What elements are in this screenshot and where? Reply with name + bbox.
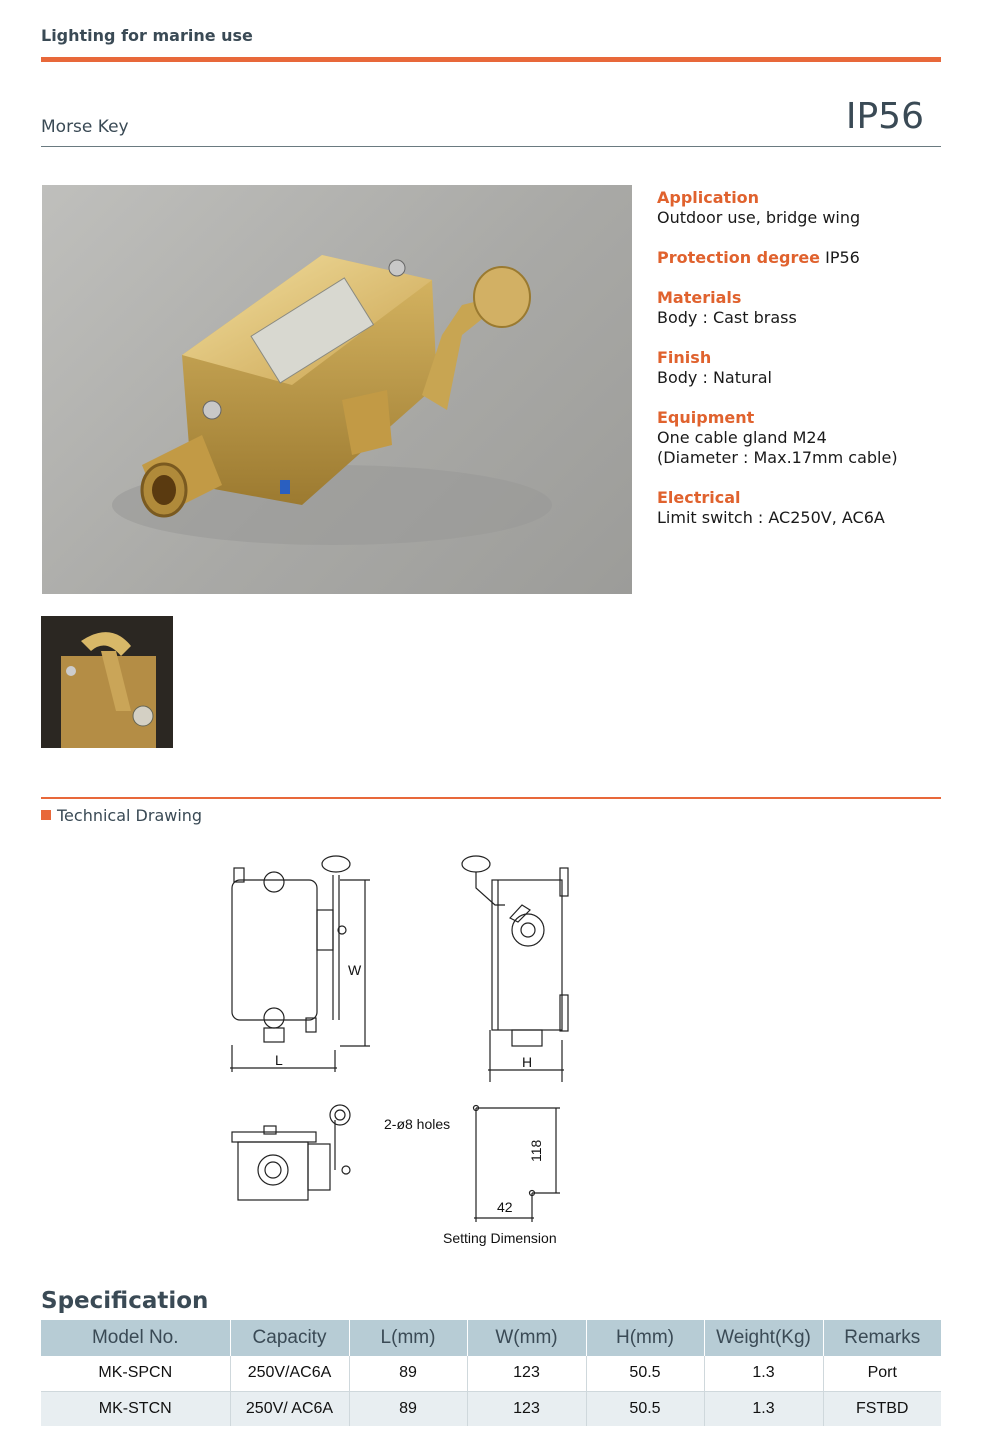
holes-label: 2-ø8 holes xyxy=(384,1116,451,1132)
materials-value: Body : Cast brass xyxy=(657,308,797,327)
col-model: Model No. xyxy=(41,1320,230,1356)
cell-capacity: 250V/ AC6A xyxy=(230,1391,349,1426)
cell-length: 89 xyxy=(349,1391,467,1426)
dim-w-label: W xyxy=(348,962,362,978)
product-name: Morse Key xyxy=(41,117,129,137)
setting-dimension-label: Setting Dimension xyxy=(443,1230,557,1246)
cell-remarks: FSTBD xyxy=(823,1391,941,1426)
section-square-icon xyxy=(41,810,51,820)
equipment-label: Equipment xyxy=(657,408,755,427)
cell-length: 89 xyxy=(349,1356,467,1391)
specification-heading: Specification xyxy=(41,1288,209,1314)
technical-drawing-title: Technical Drawing xyxy=(57,806,203,825)
application-label: Application xyxy=(657,188,760,207)
cell-capacity: 250V/AC6A xyxy=(230,1356,349,1391)
cell-model: MK-STCN xyxy=(41,1391,230,1426)
cell-height: 50.5 xyxy=(586,1356,704,1391)
col-weight: Weight(Kg) xyxy=(704,1320,823,1356)
materials-label: Materials xyxy=(657,288,742,307)
header-rule xyxy=(41,57,941,62)
finish-value: Body : Natural xyxy=(657,368,772,387)
dim-h-label: H xyxy=(522,1054,533,1070)
side-view-drawing xyxy=(462,856,568,1082)
protection-rating: IP56 xyxy=(845,96,924,137)
cell-width: 123 xyxy=(467,1356,586,1391)
cell-height: 50.5 xyxy=(586,1391,704,1426)
dim-118-label: 118 xyxy=(528,1139,544,1162)
dim-42-label: 42 xyxy=(497,1199,513,1215)
section-rule xyxy=(41,797,941,799)
header-category: Lighting for marine use xyxy=(41,26,253,45)
technical-drawing xyxy=(220,850,600,1250)
spec-protection xyxy=(657,248,957,268)
equipment-line1: One cable gland M24 xyxy=(657,428,827,447)
spec-finish xyxy=(657,348,957,388)
col-height: H(mm) xyxy=(586,1320,704,1356)
electrical-value: Limit switch : AC250V, AC6A xyxy=(657,508,885,527)
table-header-row xyxy=(41,1320,941,1356)
spec-materials xyxy=(657,288,957,328)
equipment-line2: (Diameter : Max.17mm cable) xyxy=(657,448,898,467)
cell-remarks: Port xyxy=(823,1356,941,1391)
cell-width: 123 xyxy=(467,1391,586,1426)
electrical-label: Electrical xyxy=(657,488,741,507)
cell-weight: 1.3 xyxy=(704,1391,823,1426)
specification-table xyxy=(41,1320,941,1426)
technical-drawing-heading xyxy=(41,806,202,825)
finish-label: Finish xyxy=(657,348,712,367)
setting-dimension-drawing xyxy=(474,1106,561,1223)
col-remarks: Remarks xyxy=(823,1320,941,1356)
spec-application xyxy=(657,188,957,228)
product-rule xyxy=(41,146,941,147)
cell-weight: 1.3 xyxy=(704,1356,823,1391)
detail-thumbnail-photo xyxy=(41,616,173,748)
dim-l-label: L xyxy=(275,1052,283,1068)
spec-electrical xyxy=(657,488,957,528)
protection-value: IP56 xyxy=(825,248,860,267)
col-capacity: Capacity xyxy=(230,1320,349,1356)
spec-equipment xyxy=(657,408,957,468)
bottom-view-drawing xyxy=(232,1105,350,1200)
table-row xyxy=(41,1391,941,1426)
protection-label: Protection degree xyxy=(657,248,821,267)
table-row xyxy=(41,1356,941,1391)
application-value: Outdoor use, bridge wing xyxy=(657,208,861,227)
cell-model: MK-SPCN xyxy=(41,1356,230,1391)
col-length: L(mm) xyxy=(349,1320,467,1356)
spec-list xyxy=(657,188,957,548)
main-product-photo xyxy=(42,185,632,594)
col-width: W(mm) xyxy=(467,1320,586,1356)
